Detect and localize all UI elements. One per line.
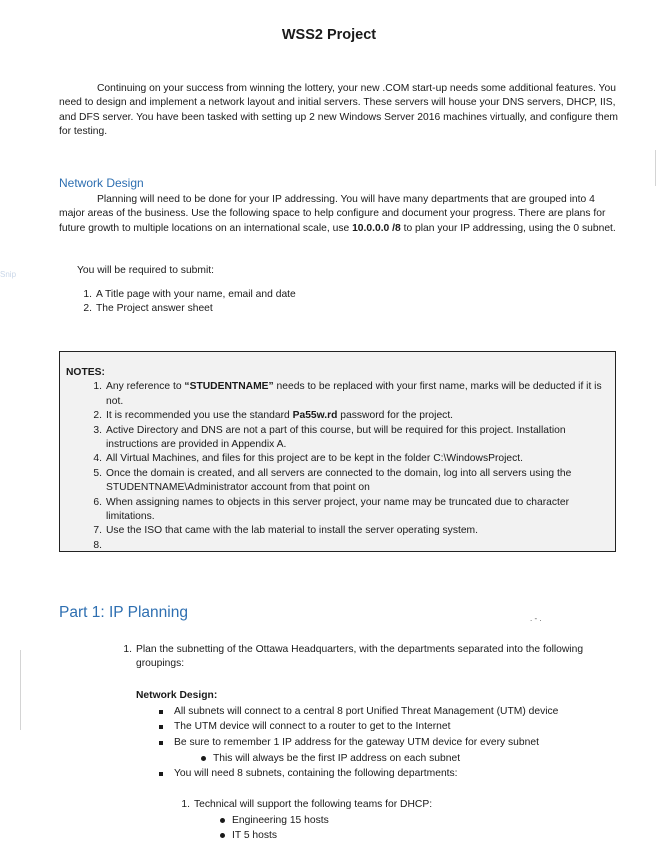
notes-list: [93, 380, 614, 552]
list-item: 1. Plan the subnetting of the Ottawa Headquarters, with the departments separated into the following groupings:: [123, 644, 584, 670]
note-item: 8.: [93, 539, 102, 551]
part1-list: [123, 643, 622, 672]
design-title: Network Design:: [136, 690, 218, 701]
list-item: 2. The Project answer sheet: [83, 303, 213, 315]
departments-list: [181, 798, 614, 812]
bullet-subnets: You will need 8 subnets, containing the following departments:: [174, 767, 458, 781]
note-item: 3. Active Directory and DNS are not a part of this course, but will be required for this project. Installation instructions are provided in Appendix A.: [93, 424, 566, 451]
note-item: 1. Any reference to “STUDENTNAME” needs to be replaced with your first name, marks will be deducted if it is not.: [93, 381, 602, 407]
note-item: 6. When assigning names to objects in this server project, your name may be truncated due to character limitations.: [93, 496, 570, 523]
stray-marks: . - .: [530, 614, 542, 623]
intro-paragraph: Continuing on your success from winning the lottery, your new .COM start-up needs some additional features. You need to design and implement a network layout and initial servers. These servers will house your DNS servers, DHCP, IIS, and DFS server. You have been tasked with setting up 2 new Windows Server 2016 machines virtually, and configure them for testing.: [59, 83, 619, 138]
note-item: 5. Once the domain is created, and all servers are connected to the domain, log into all servers using the STUDENTNAME\Administrator account from that point on: [93, 467, 572, 494]
network-design-paragraph: Planning will need to be done for your IP addressing. You will have many departments that are grouped into 4 major areas of the business. Use the following space to help configure and document your progress. There are plans for future growth to multiple locations on an international scale, use 10.0.0.0 /8 to plan your IP addressing, using the 0 subnet.: [59, 194, 616, 234]
submit-intro: You will be required to submit:: [77, 265, 214, 276]
submit-list: [83, 288, 596, 317]
note-item: 7. Use the ISO that came with the lab material to install the server operating system.: [93, 525, 479, 537]
list-item: All subnets will connect to a central 8 port Unified Threat Management (UTM) device: [174, 705, 624, 719]
list-item: 1. A Title page with your name, email and date: [83, 289, 296, 300]
list-item: 1. Technical will support the following teams for DHCP:: [181, 799, 433, 810]
list-item: Be sure to remember 1 IP address for the gateway UTM device for every subnet: [174, 736, 624, 750]
left-edge-line: [20, 650, 21, 730]
note-item: 2. It is recommended you use the standard Pa55w.rd password for the project.: [93, 410, 454, 422]
notes-box: [59, 351, 616, 552]
right-edge-line: [655, 150, 656, 186]
part1-heading: Part 1: IP Planning: [59, 604, 188, 621]
sub-bullet: This will always be the first IP address on each subnet: [213, 752, 460, 766]
note-item: 4. All Virtual Machines, and files for this project are to be kept in the folder C:\WindowsProject.: [93, 453, 524, 465]
document-title: WSS2 Project: [281, 27, 377, 43]
network-design-heading: Network Design: [59, 176, 144, 190]
team-item: IT 5 hosts: [232, 829, 277, 843]
design-bullets: [174, 705, 624, 750]
team-item: Engineering 15 hosts: [232, 814, 329, 828]
list-item: The UTM device will connect to a router to get to the Internet: [174, 720, 624, 734]
margin-snip-label: Snip: [0, 270, 17, 279]
notes-title: NOTES:: [66, 367, 105, 378]
